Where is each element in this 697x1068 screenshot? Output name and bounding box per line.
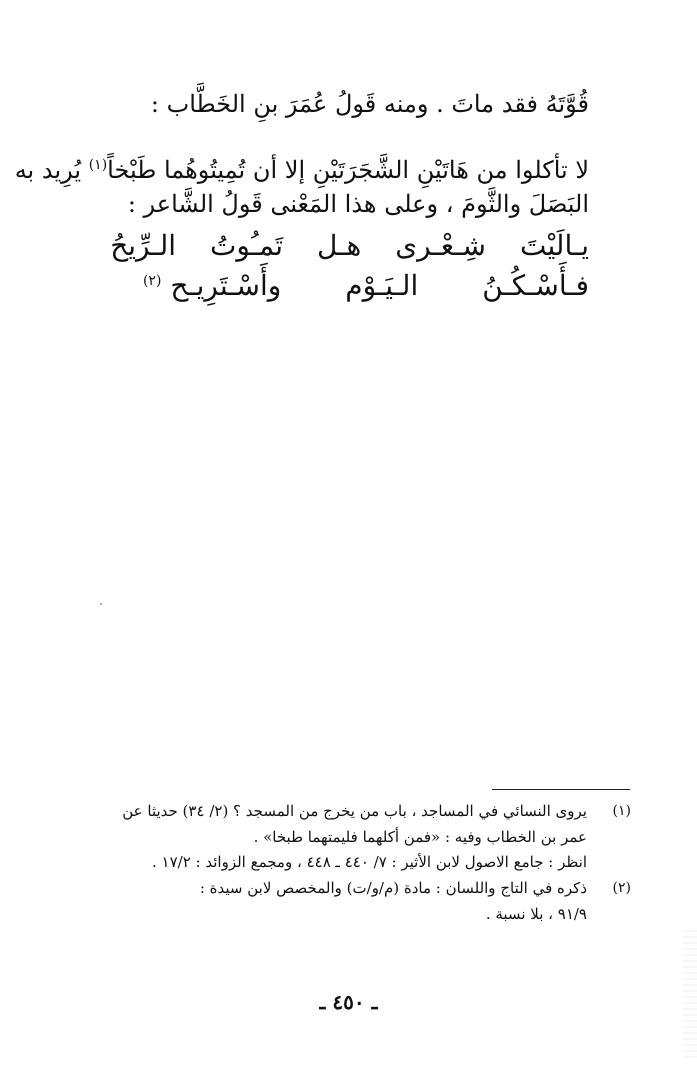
footnote-2-line-1: ذكره في التاج واللسان : مادة (م/و/ت) والمخصص لابن سيدة : <box>199 879 587 897</box>
body-line-2-text: لا تأكلوا من هَاتَيْنِ الشَّجَرَتَيْنِ إلا أن تُمِيتُوهُما طَبْخاً <box>107 156 589 184</box>
poem-word: الـيَـوْم <box>345 269 419 302</box>
poem-line-2: فـأَسْـكُـنُالـيَـوْموأَسْـتَرِيـح (٢) <box>142 269 589 302</box>
poem-word: تَمـُوتُ <box>210 229 284 262</box>
poem-word: يـالَيْتَ <box>519 229 589 262</box>
footnote-ref-1: (١) <box>88 157 108 173</box>
footnote-1-line-3: انظر : جامع الاصول لابن الأثير : ٧/ ٤٤٠ ـ ٤٤٨ ، ومجمع الزوائد : ١٧/٢ . <box>151 853 587 871</box>
poem-word: فـأَسْـكُـنُ <box>482 269 589 302</box>
poem-line-1 <box>96 228 589 264</box>
body-line-3: البَصَلَ والثَّومَ ، وعلى هذا المَعْنى قَولُ الشَّاعر : <box>127 190 589 218</box>
footnote-1-line-1: يروى النسائي في المساجد ، باب من يخرج من المسجد ؟ (٢/ ٣٤) حديثا عن <box>122 802 587 820</box>
footnote-2-line-2: ٩١/٩ ، بلا نسبة . <box>485 905 587 923</box>
footnote-separator <box>492 789 630 790</box>
footnote-1-number: (١) <box>612 803 631 819</box>
scan-speck <box>100 603 102 605</box>
poem-word: شِـعْـرى <box>395 229 486 262</box>
poem-word: الـرِّيحُ <box>110 229 177 262</box>
footnote-2-number: (٢) <box>612 880 631 896</box>
page-number: ـ ٤٥٠ ـ <box>319 990 378 1014</box>
poem-word: هـل <box>317 229 362 262</box>
footnote-1-line-2: عمر بن الخطاب وفيه : «فمن أكلهما فليمتهما طبخا» . <box>253 828 587 846</box>
body-line-2 <box>14 154 589 186</box>
body-line-2-end: يُرِيد به <box>14 156 82 184</box>
body-line-1: قُوَّتَهُ فقد ماتَ . ومنه قَولُ عُمَرَ بنِ الخَطَّاب : <box>150 90 589 118</box>
poem-word: وأَسْـتَرِيـح <box>170 269 282 302</box>
scan-edge-noise <box>683 930 697 1060</box>
